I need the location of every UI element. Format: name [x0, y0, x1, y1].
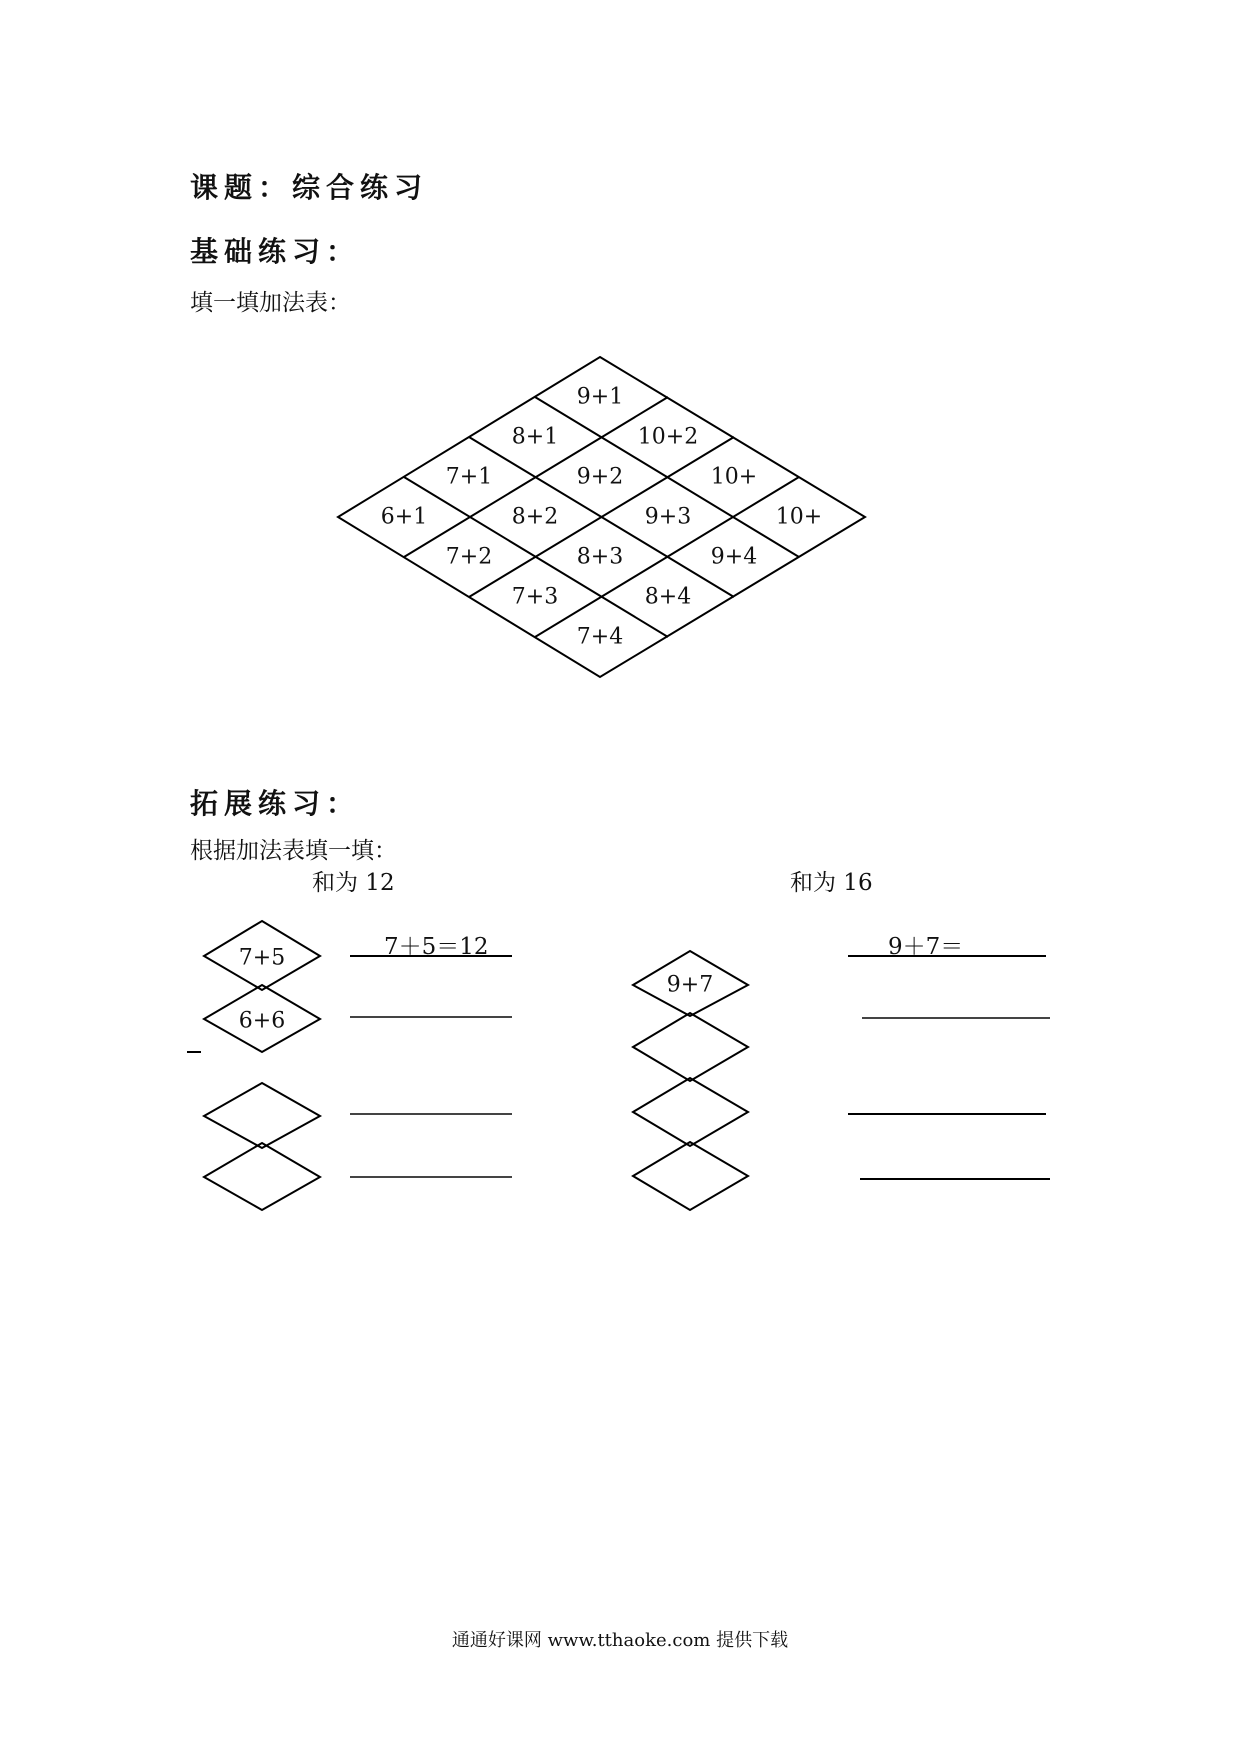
diamond-right-1-label: 9+7	[666, 972, 714, 998]
table-cell: 7+4	[576, 624, 624, 650]
table-cell: 10+	[710, 464, 758, 490]
diamond-left-4	[204, 1143, 320, 1210]
table-cell: 6+1	[380, 504, 428, 530]
basic-instruction: 填一填加法表：	[190, 290, 351, 316]
extension-heading: 拓展练习：	[190, 787, 361, 820]
table-cell: 7+2	[445, 544, 493, 570]
table-cell: 8+2	[511, 504, 559, 530]
diamond-left-1-label: 7+5	[238, 945, 286, 971]
answer-line-right-4[interactable]	[860, 1178, 1050, 1180]
table-cell: 10+	[775, 504, 823, 530]
diamond-right-3	[633, 1078, 748, 1146]
answer-right-1: 9＋7＝	[888, 934, 964, 960]
table-cell: 7+1	[445, 464, 493, 490]
answer-line-left-4[interactable]	[350, 1176, 512, 1178]
table-cell: 8+1	[511, 424, 559, 450]
extension-instruction: 根据加法表填一填：	[190, 838, 397, 864]
diamond-right-4	[633, 1142, 748, 1210]
diamond-left-3	[204, 1083, 320, 1148]
table-cell: 9+1	[576, 384, 624, 410]
table-cell: 10+2	[637, 424, 699, 450]
table-cell: 9+2	[576, 464, 624, 490]
diamond-left-2-label: 6+6	[238, 1008, 286, 1034]
answer-left-1: 7＋5＝12	[384, 934, 489, 960]
table-cell: 8+4	[644, 584, 692, 610]
answer-line-left-3[interactable]	[350, 1113, 512, 1115]
footer-text: 通通好课网 www.tthaoke.com 提供下载	[451, 1630, 789, 1651]
diamond-right-2	[633, 1013, 748, 1081]
table-cell: 9+3	[644, 504, 692, 530]
stray-mark	[187, 1051, 201, 1053]
right-sum-title: 和为 16	[790, 870, 873, 896]
answer-line-right-2[interactable]	[862, 1017, 1050, 1019]
answer-line-right-3[interactable]	[848, 1113, 1046, 1115]
answer-line-left-2[interactable]	[350, 1016, 512, 1018]
left-sum-title: 和为 12	[312, 870, 395, 896]
lesson-title: 课题：综合练习	[190, 171, 429, 204]
table-cell: 7+3	[511, 584, 559, 610]
table-cell: 8+3	[576, 544, 624, 570]
table-cell: 9+4	[710, 544, 758, 570]
basic-heading: 基础练习：	[190, 235, 361, 268]
